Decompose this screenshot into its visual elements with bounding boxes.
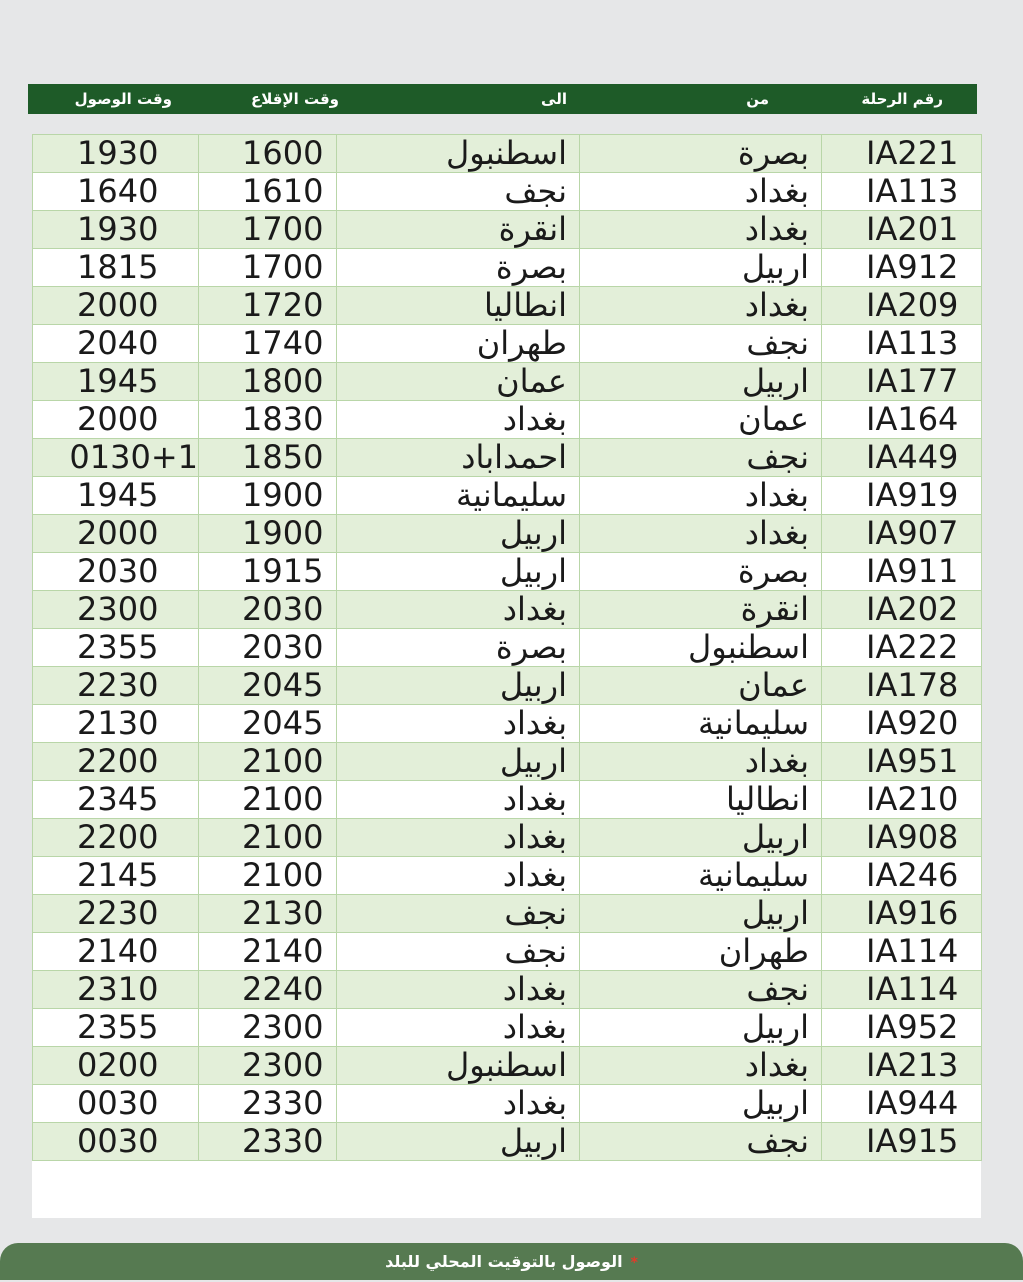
flight-number-cell: IA246 — [822, 857, 982, 895]
destination-cell: اربيل — [337, 1123, 580, 1161]
table-row — [33, 363, 982, 401]
departure-time-cell: 1915 — [199, 553, 337, 591]
origin-cell: بصرة — [580, 135, 822, 173]
table-row — [33, 971, 982, 1009]
origin-cell: اربيل — [580, 1085, 822, 1123]
origin-cell: عمان — [580, 667, 822, 705]
departure-time-cell: 2330 — [199, 1123, 337, 1161]
flight-number-cell: IA919 — [822, 477, 982, 515]
destination-cell: اربيل — [337, 743, 580, 781]
origin-cell: بغداد — [580, 743, 822, 781]
flight-number-cell: IA178 — [822, 667, 982, 705]
origin-cell: بغداد — [580, 287, 822, 325]
destination-cell: بغداد — [337, 591, 580, 629]
origin-cell: نجف — [580, 971, 822, 1009]
departure-time-cell: 1740 — [199, 325, 337, 363]
origin-cell: اربيل — [580, 895, 822, 933]
departure-time-cell: 2100 — [199, 857, 337, 895]
destination-cell: انطاليا — [337, 287, 580, 325]
origin-cell: عمان — [580, 401, 822, 439]
origin-cell: انقرة — [580, 591, 822, 629]
destination-cell: اربيل — [337, 515, 580, 553]
flight-number-cell: IA210 — [822, 781, 982, 819]
arrival-time-cell: 2200 — [33, 819, 199, 857]
arrival-time-cell: 1930 — [33, 211, 199, 249]
arrival-time-cell: 0030 — [33, 1123, 199, 1161]
destination-cell: بغداد — [337, 1085, 580, 1123]
origin-cell: اربيل — [580, 1009, 822, 1047]
departure-time-cell: 2300 — [199, 1047, 337, 1085]
departure-time-cell: 2100 — [199, 819, 337, 857]
departure-time-cell: 1830 — [199, 401, 337, 439]
destination-cell: انقرة — [337, 211, 580, 249]
table-row — [33, 1009, 982, 1047]
origin-cell: نجف — [580, 325, 822, 363]
origin-cell: بغداد — [580, 173, 822, 211]
destination-cell: نجف — [337, 895, 580, 933]
table-row — [33, 287, 982, 325]
table-row — [33, 173, 982, 211]
arrival-time-cell: 2000 — [33, 515, 199, 553]
flight-number-cell: IA114 — [822, 971, 982, 1009]
table-row — [33, 515, 982, 553]
flight-number-cell: IA951 — [822, 743, 982, 781]
flight-number-cell: IA449 — [822, 439, 982, 477]
origin-cell: بغداد — [580, 477, 822, 515]
flight-number-cell: IA113 — [822, 173, 982, 211]
flight-number-cell: IA113 — [822, 325, 982, 363]
table-row — [33, 325, 982, 363]
table-row — [33, 591, 982, 629]
flight-number-cell: IA213 — [822, 1047, 982, 1085]
footnote-marker: * — [630, 1255, 638, 1271]
flight-number-cell: IA916 — [822, 895, 982, 933]
arrival-time-cell: 2000 — [33, 401, 199, 439]
flight-number-cell: IA911 — [822, 553, 982, 591]
table-row — [33, 135, 982, 173]
origin-cell: طهران — [580, 933, 822, 971]
departure-time-cell: 2330 — [199, 1085, 337, 1123]
table-row — [33, 629, 982, 667]
arrival-time-cell: 2040 — [33, 325, 199, 363]
flight-number-cell: IA952 — [822, 1009, 982, 1047]
destination-cell: عمان — [337, 363, 580, 401]
destination-cell: اسطنبول — [337, 1047, 580, 1085]
flight-rows — [33, 135, 982, 1161]
destination-cell: بغداد — [337, 705, 580, 743]
departure-time-cell: 1800 — [199, 363, 337, 401]
arrival-time-cell: 2310 — [33, 971, 199, 1009]
origin-cell: بغداد — [580, 515, 822, 553]
origin-cell: بغداد — [580, 211, 822, 249]
arrival-time-cell: 2030 — [33, 553, 199, 591]
flight-number-cell: IA177 — [822, 363, 982, 401]
departure-time-cell: 1900 — [199, 477, 337, 515]
departure-time-cell: 1600 — [199, 135, 337, 173]
departure-time-cell: 1850 — [199, 439, 337, 477]
table-row — [33, 1123, 982, 1161]
table-header — [28, 84, 977, 114]
flight-number-cell: IA114 — [822, 933, 982, 971]
arrival-time-cell: 1930 — [33, 135, 199, 173]
header-flight-number: رقم الرحلة — [861, 90, 943, 108]
table-row — [33, 553, 982, 591]
arrival-time-cell: 2145 — [33, 857, 199, 895]
destination-cell: طهران — [337, 325, 580, 363]
departure-time-cell: 2240 — [199, 971, 337, 1009]
table-row — [33, 477, 982, 515]
table-row — [33, 857, 982, 895]
destination-cell: احمداباد — [337, 439, 580, 477]
departure-time-cell: 1700 — [199, 249, 337, 287]
table-row — [33, 1047, 982, 1085]
arrival-time-cell: 1945 — [33, 363, 199, 401]
arrival-time-cell: 2000 — [33, 287, 199, 325]
table-row — [33, 439, 982, 477]
destination-cell: نجف — [337, 933, 580, 971]
arrival-time-cell: 2200 — [33, 743, 199, 781]
arrival-time-cell: 2345 — [33, 781, 199, 819]
departure-time-cell: 2030 — [199, 629, 337, 667]
flight-number-cell: IA209 — [822, 287, 982, 325]
arrival-time-cell: 1945 — [33, 477, 199, 515]
destination-cell: بغداد — [337, 971, 580, 1009]
departure-time-cell: 2030 — [199, 591, 337, 629]
departure-time-cell: 1900 — [199, 515, 337, 553]
flight-number-cell: IA164 — [822, 401, 982, 439]
departure-time-cell: 1720 — [199, 287, 337, 325]
departure-time-cell: 2130 — [199, 895, 337, 933]
table-row — [33, 249, 982, 287]
flight-number-cell: IA915 — [822, 1123, 982, 1161]
arrival-time-cell: 2230 — [33, 895, 199, 933]
arrival-time-cell: 2140 — [33, 933, 199, 971]
footer-note-bar — [0, 1243, 1023, 1280]
destination-cell: بغداد — [337, 1009, 580, 1047]
flight-number-cell: IA912 — [822, 249, 982, 287]
departure-time-cell: 2100 — [199, 781, 337, 819]
departure-time-cell: 1610 — [199, 173, 337, 211]
flight-number-cell: IA908 — [822, 819, 982, 857]
destination-cell: بصرة — [337, 629, 580, 667]
destination-cell: نجف — [337, 173, 580, 211]
table-row — [33, 1085, 982, 1123]
flight-number-cell: IA222 — [822, 629, 982, 667]
arrival-time-cell: 0200 — [33, 1047, 199, 1085]
arrival-time-cell: 2230 — [33, 667, 199, 705]
table-row — [33, 743, 982, 781]
destination-cell: بغداد — [337, 857, 580, 895]
table-row — [33, 781, 982, 819]
flight-schedule-table — [32, 134, 982, 1161]
arrival-time-cell: 1640 — [33, 173, 199, 211]
origin-cell: اسطنبول — [580, 629, 822, 667]
table-row — [33, 895, 982, 933]
origin-cell: اربيل — [580, 819, 822, 857]
table-row — [33, 401, 982, 439]
departure-time-cell: 2100 — [199, 743, 337, 781]
table-row — [33, 211, 982, 249]
origin-cell: بصرة — [580, 553, 822, 591]
table-row — [33, 933, 982, 971]
header-arrival-time: وقت الوصول — [74, 90, 172, 108]
departure-time-cell: 1700 — [199, 211, 337, 249]
destination-cell: اسطنبول — [337, 135, 580, 173]
footnote-text: الوصول بالتوقيت المحلي للبلد — [385, 1252, 623, 1271]
destination-cell: سليمانية — [337, 477, 580, 515]
destination-cell: اربيل — [337, 667, 580, 705]
departure-time-cell: 2300 — [199, 1009, 337, 1047]
departure-time-cell: 2140 — [199, 933, 337, 971]
arrival-time-cell: 1815 — [33, 249, 199, 287]
destination-cell: بغداد — [337, 401, 580, 439]
destination-cell: بغداد — [337, 781, 580, 819]
table-row — [33, 819, 982, 857]
origin-cell: سليمانية — [580, 705, 822, 743]
departure-time-cell: 2045 — [199, 667, 337, 705]
departure-time-cell: 2045 — [199, 705, 337, 743]
flight-number-cell: IA202 — [822, 591, 982, 629]
arrival-time-cell: 2355 — [33, 1009, 199, 1047]
flight-number-cell: IA920 — [822, 705, 982, 743]
table-row — [33, 705, 982, 743]
arrival-time-cell: 0130+1 — [33, 439, 199, 477]
flight-number-cell: IA944 — [822, 1085, 982, 1123]
origin-cell: انطاليا — [580, 781, 822, 819]
origin-cell: سليمانية — [580, 857, 822, 895]
destination-cell: بغداد — [337, 819, 580, 857]
origin-cell: نجف — [580, 439, 822, 477]
origin-cell: اربيل — [580, 363, 822, 401]
header-departure-time: وقت الإقلاع — [250, 90, 339, 108]
header-to: الى — [541, 90, 567, 108]
arrival-time-cell: 2300 — [33, 591, 199, 629]
origin-cell: بغداد — [580, 1047, 822, 1085]
arrival-time-cell: 2355 — [33, 629, 199, 667]
arrival-time-cell: 2130 — [33, 705, 199, 743]
table-row — [33, 667, 982, 705]
header-from: من — [746, 90, 769, 108]
flight-number-cell: IA201 — [822, 211, 982, 249]
flight-number-cell: IA221 — [822, 135, 982, 173]
origin-cell: اربيل — [580, 249, 822, 287]
origin-cell: نجف — [580, 1123, 822, 1161]
flight-number-cell: IA907 — [822, 515, 982, 553]
destination-cell: اربيل — [337, 553, 580, 591]
flight-schedule-panel — [32, 134, 981, 1218]
arrival-time-cell: 0030 — [33, 1085, 199, 1123]
destination-cell: بصرة — [337, 249, 580, 287]
